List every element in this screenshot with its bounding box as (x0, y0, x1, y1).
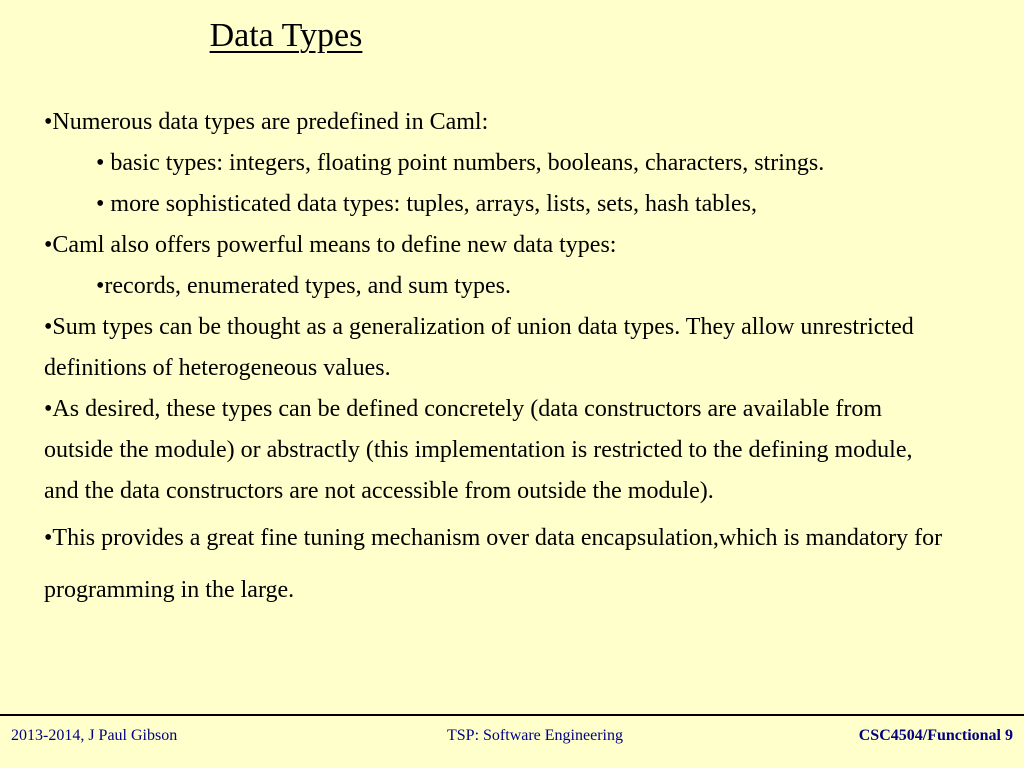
slide-footer (0, 716, 1024, 756)
slide-title: Data Types (209, 17, 363, 54)
sub-bullet-basic-types: • basic types: integers, floating point numbers, booleans, characters, strings. (96, 150, 825, 176)
bullet-sum-types: •Sum types can be thought as a generalization of union data types. They allow unrestricted definitions of heterogeneous values. (44, 314, 914, 381)
sub-bullet-sophisticated-types: • more sophisticated data types: tuples, arrays, lists, sets, hash tables, (96, 191, 757, 217)
footer-date-author: 2013-2014, J Paul Gibson (11, 727, 178, 744)
footer-slide-number: CSC4504/Functional 9 (858, 727, 1013, 744)
sub-bullet-records-enums-sums: •records, enumerated types, and sum types. (96, 273, 511, 299)
bullet-fine-tuning: •This provides a great fine tuning mechanism over data encapsulation,which is mandatory for programming in the large. (44, 525, 943, 603)
slide-body (44, 102, 944, 616)
bullet-define-new-types: •Caml also offers powerful means to define new data types: (44, 232, 617, 258)
footer-course: TSP: Software Engineering (447, 727, 623, 744)
bullet-concrete-abstract: •As desired, these types can be defined concretely (data constructors are available from outside the module) or abstractly (this implementation is restricted to the defining module, and the data constructors are not accessible from outside the module). (44, 396, 913, 504)
bullet-predefined-types: •Numerous data types are predefined in Caml: (44, 109, 489, 135)
